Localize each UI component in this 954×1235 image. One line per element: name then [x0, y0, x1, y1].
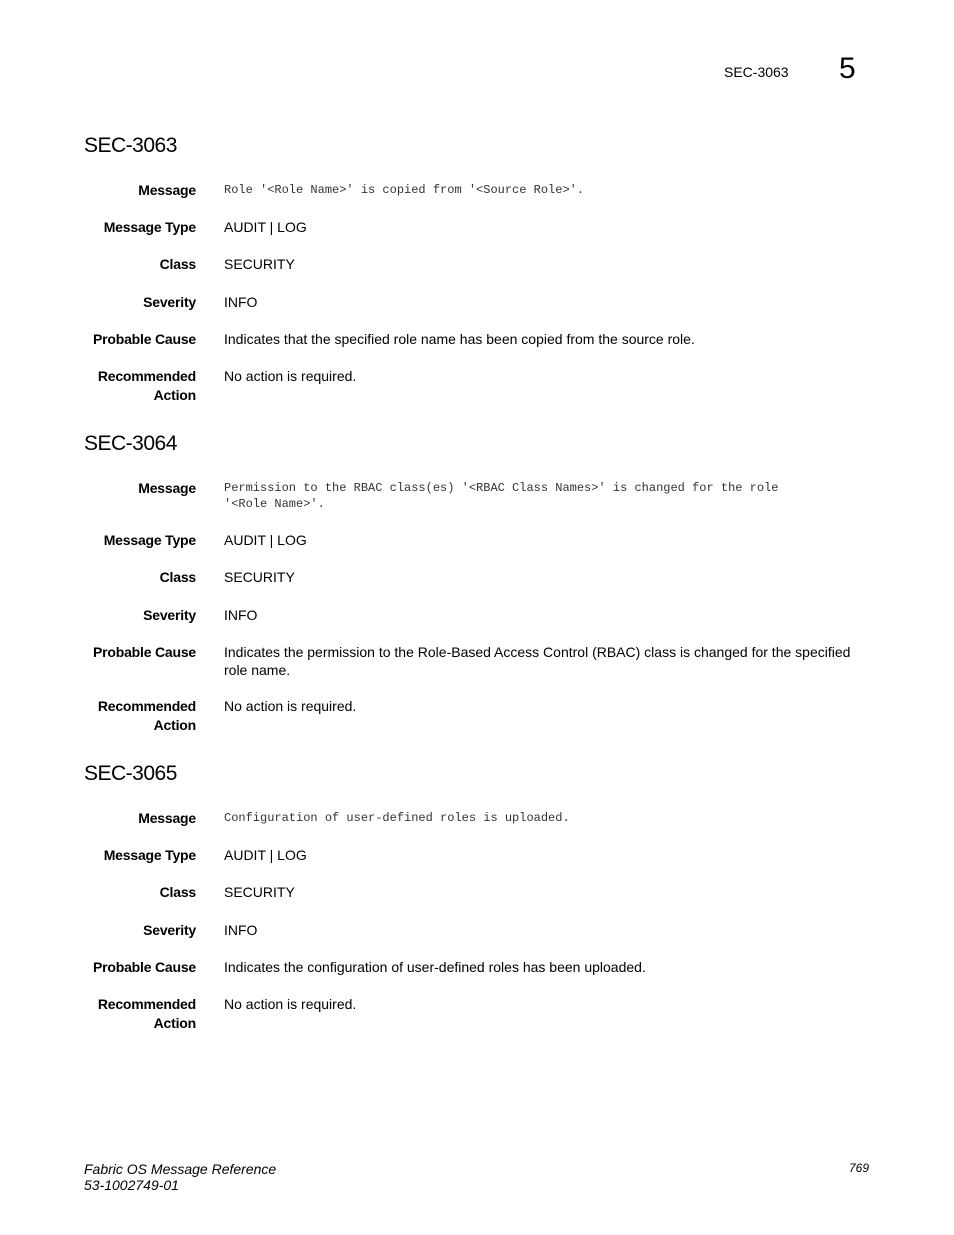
severity-value: INFO [224, 922, 258, 938]
footer-page-number: 769 [849, 1161, 870, 1175]
running-head: SEC-3063 [724, 64, 789, 80]
chapter-number: 5 [839, 52, 856, 85]
message-label: Message [138, 810, 196, 826]
footer-title: Fabric OS Message Reference [84, 1161, 277, 1177]
probable-cause-label: Probable Cause [92, 644, 196, 660]
recommended-action-value: No action is required. [224, 368, 357, 384]
class-label: Class [159, 256, 196, 272]
class-label: Class [159, 569, 196, 585]
probable-cause-value: Indicates the configuration of user-defined roles has been uploaded. [224, 959, 646, 975]
probable-cause-label: Probable Cause [92, 959, 196, 975]
probable-cause-value: Indicates that the specified role name has been copied from the source role. [224, 331, 695, 347]
recommended-label-line1: Recommended [97, 996, 196, 1012]
recommended-label-line2: Action [153, 387, 196, 403]
severity-value: INFO [224, 607, 258, 623]
message-label: Message [138, 480, 196, 496]
recommended-action-label [36, 995, 196, 1033]
probable-cause-line-2: role name. [224, 662, 291, 678]
recommended-action-label [36, 697, 196, 735]
severity-label: Severity [143, 294, 196, 310]
probable-cause-label: Probable Cause [92, 331, 196, 347]
section-title: SEC-3064 [84, 432, 177, 455]
recommended-label-line1: Recommended [97, 698, 196, 714]
class-label: Class [159, 884, 196, 900]
class-value: SECURITY [224, 569, 295, 585]
recommended-label-line2: Action [153, 717, 196, 733]
recommended-label-line1: Recommended [97, 368, 196, 384]
recommended-action-value: No action is required. [224, 996, 357, 1012]
message-label: Message [138, 182, 196, 198]
severity-label: Severity [143, 607, 196, 623]
recommended-label-line2: Action [153, 1015, 196, 1031]
message-type-value: AUDIT | LOG [224, 219, 307, 235]
class-value: SECURITY [224, 884, 295, 900]
message-line-1: Permission to the RBAC class(es) '<RBAC Class Names>' is changed for the role [224, 481, 779, 495]
message-value: Configuration of user-defined roles is uploaded. [224, 811, 570, 825]
probable-cause-line-1: Indicates the permission to the Role-Based Access Control (RBAC) class is changed for the specified [224, 644, 851, 660]
message-type-label: Message Type [103, 219, 196, 235]
recommended-action-value: No action is required. [224, 698, 357, 714]
recommended-action-label [36, 367, 196, 405]
class-value: SECURITY [224, 256, 295, 272]
message-value: Role '<Role Name>' is copied from '<Source Role>'. [224, 183, 585, 197]
footer-doc-number: 53-1002749-01 [84, 1177, 179, 1193]
severity-label: Severity [143, 922, 196, 938]
message-value [224, 480, 864, 512]
message-line-2: '<Role Name>'. [224, 497, 325, 511]
severity-value: INFO [224, 294, 258, 310]
section-title: SEC-3065 [84, 762, 177, 785]
probable-cause-value [224, 643, 864, 679]
message-type-value: AUDIT | LOG [224, 847, 307, 863]
message-type-value: AUDIT | LOG [224, 532, 307, 548]
message-type-label: Message Type [103, 532, 196, 548]
section-title: SEC-3063 [84, 134, 177, 157]
message-type-label: Message Type [103, 847, 196, 863]
